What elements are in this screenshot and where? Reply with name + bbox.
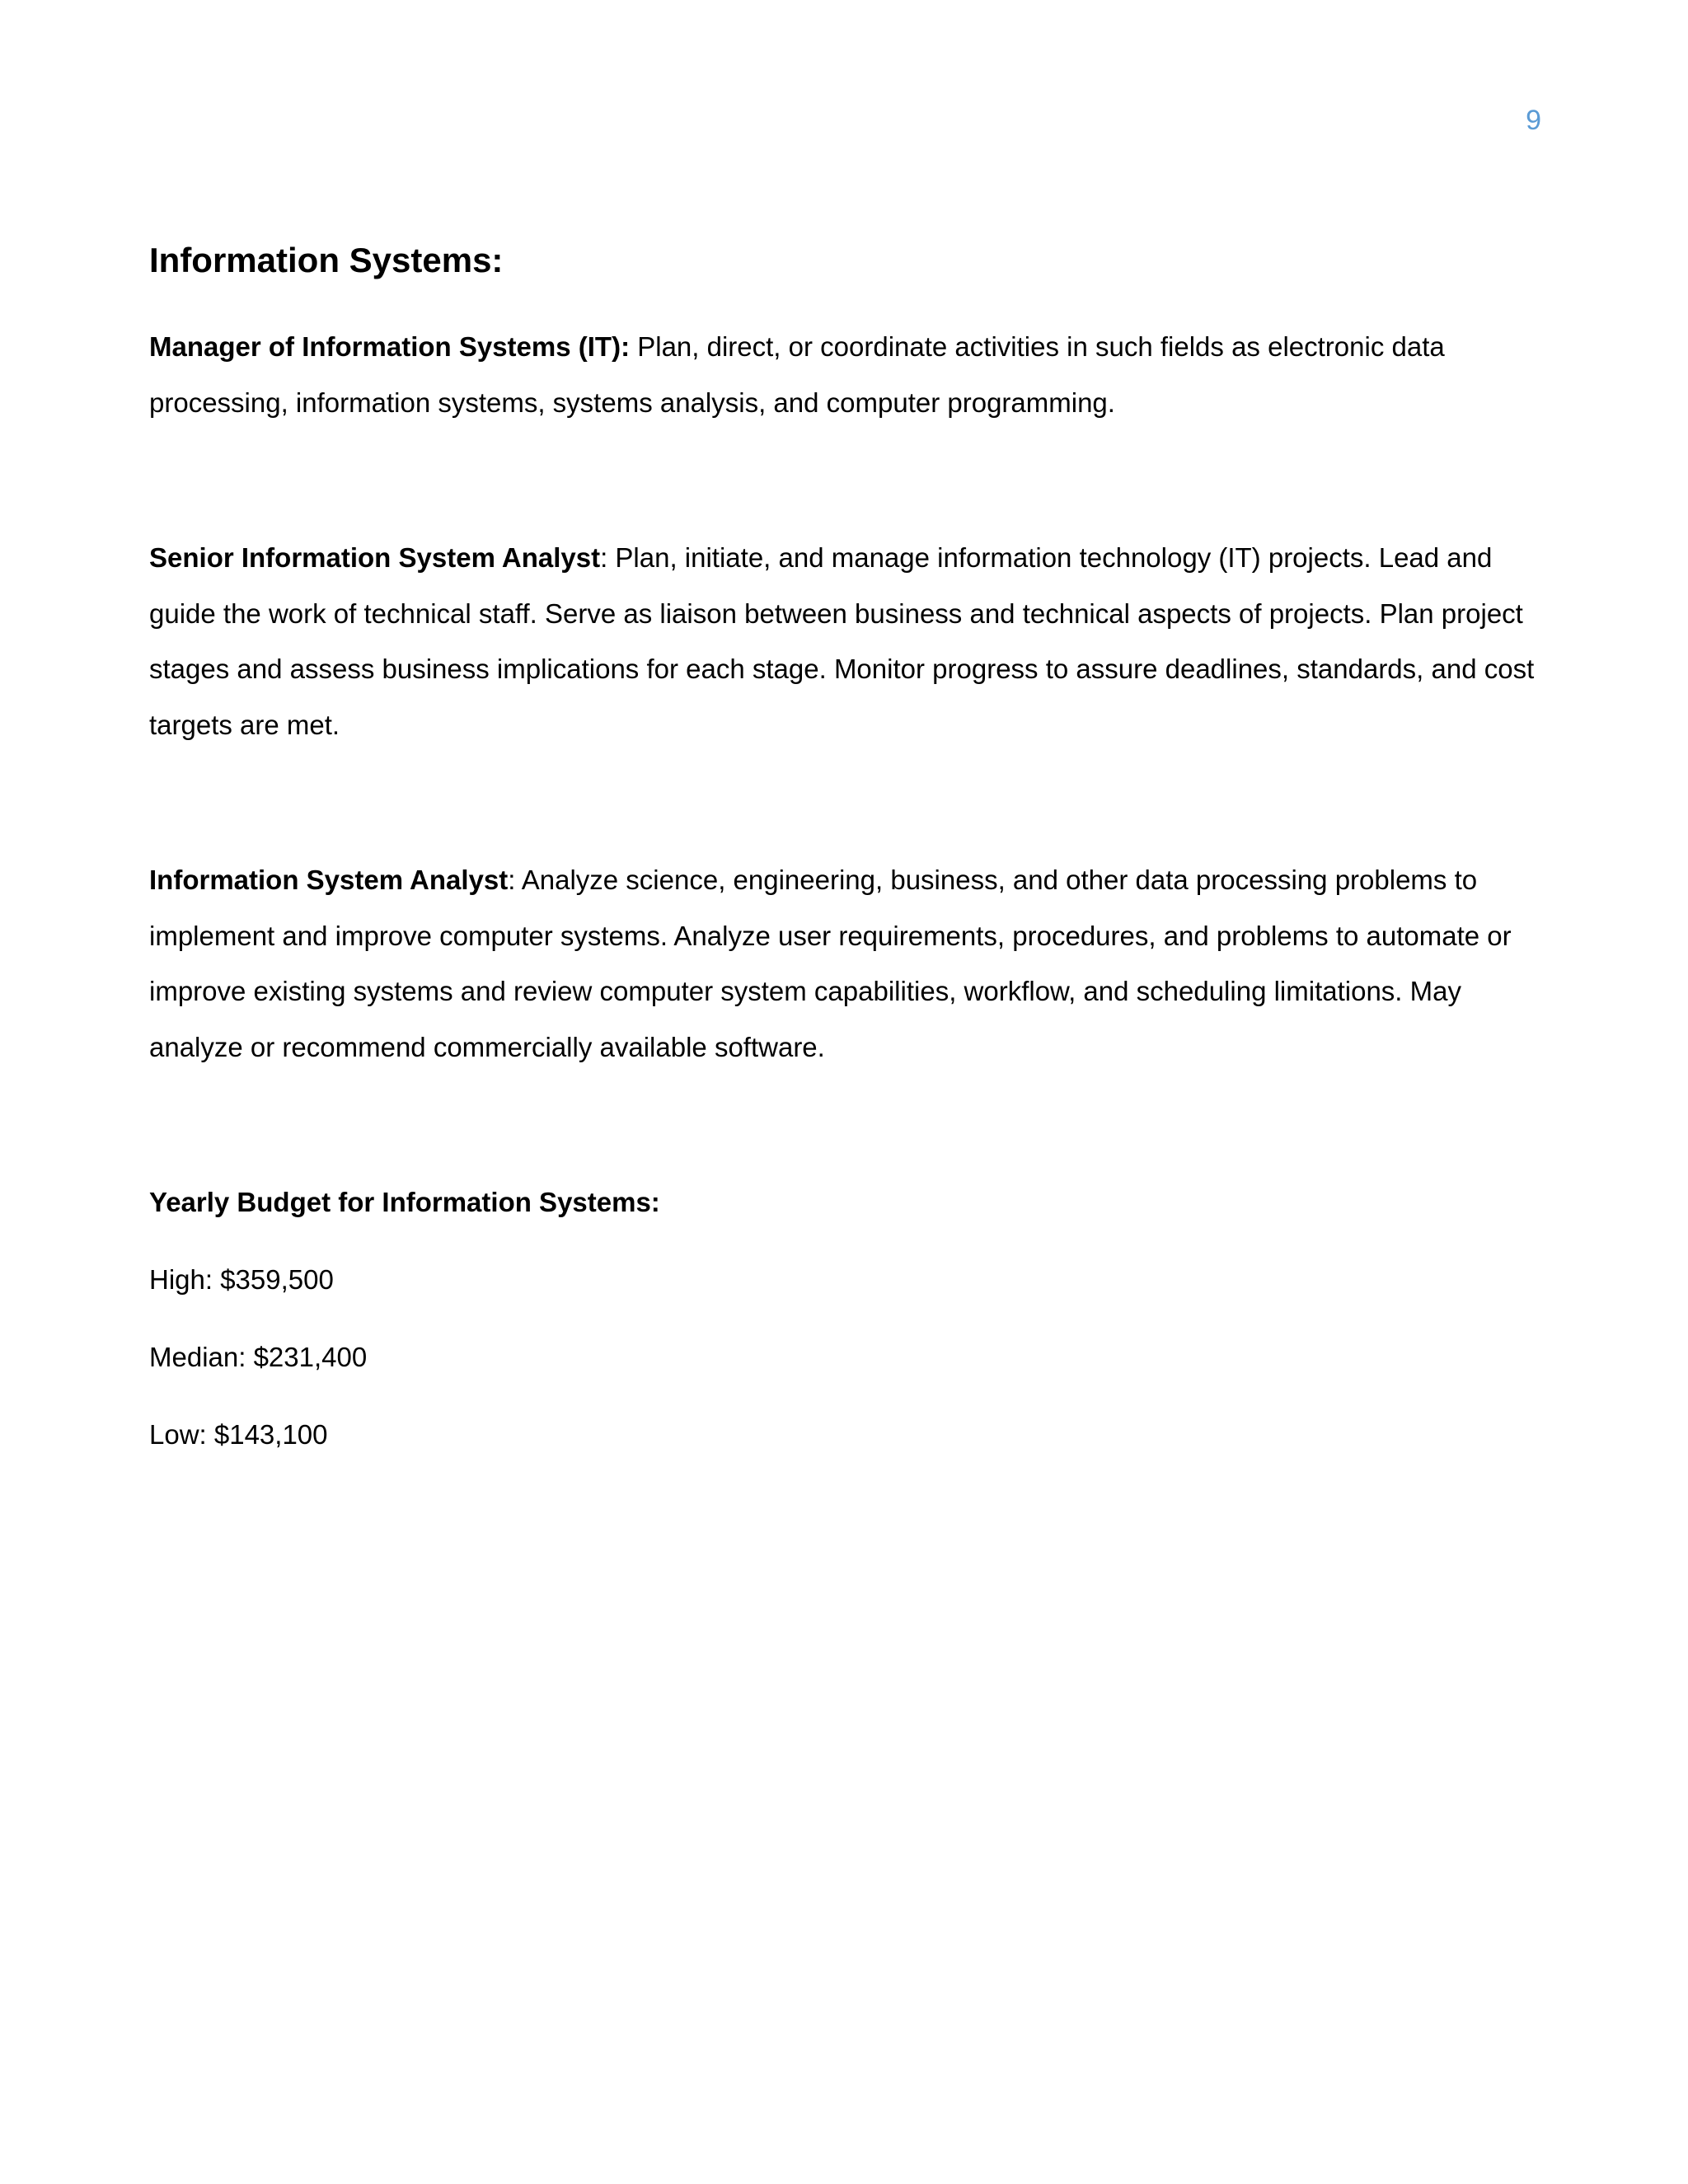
- page-number: 9: [1526, 105, 1541, 136]
- role-manager-information-systems: [149, 319, 1542, 430]
- role-information-system-analyst: [149, 852, 1542, 1075]
- budget-heading: Yearly Budget for Information Systems:: [149, 1187, 660, 1217]
- role-title: Manager of Information Systems (IT):: [149, 331, 631, 362]
- section-heading: Information Systems:: [149, 241, 504, 279]
- role-title: Senior Information System Analyst: [149, 542, 601, 573]
- role-description: : Analyze science, engineering, business, and other data processing problems to implement and improve computer systems. Analyze user requirements, procedures, and problems to automate or improve existing systems and review computer system capabilities, workflow, and scheduling limitations. May analyze or recommend commercially available software.: [149, 865, 1512, 1062]
- role-title: Information System Analyst: [149, 865, 509, 895]
- role-description: Plan, direct, or coordinate activities in such fields as electronic data processing, information systems, systems analysis, and computer programming.: [149, 331, 1445, 418]
- budget-median: Median: $231,400: [149, 1342, 368, 1372]
- role-description: : Plan, initiate, and manage information technology (IT) projects. Lead and guide the work of technical staff. Serve as liaison between business and technical aspects of projects. Plan project stages and assess business implications for each stage. Monitor progress to assure deadlines, standards, and cost targets are met.: [149, 542, 1535, 740]
- role-senior-information-system-analyst: [149, 530, 1542, 752]
- budget-low: Low: $143,100: [149, 1419, 328, 1450]
- budget-high: High: $359,500: [149, 1264, 334, 1295]
